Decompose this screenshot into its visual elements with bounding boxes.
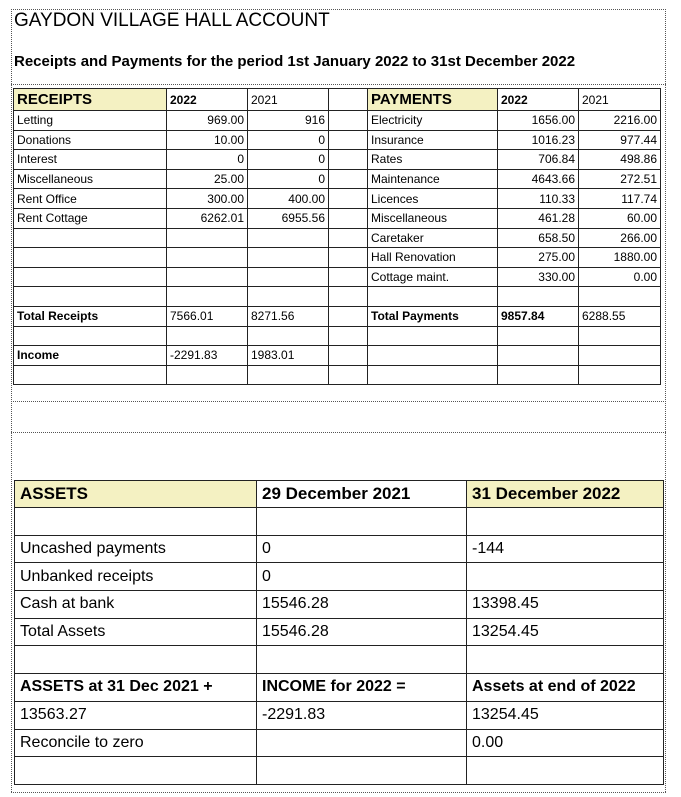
payment-2022: 658.50 bbox=[498, 228, 579, 248]
summary-header-income: INCOME for 2022 = bbox=[257, 674, 467, 702]
receipt-label: Rent Office bbox=[14, 189, 167, 209]
blank-row bbox=[14, 326, 661, 346]
page-border-mid2 bbox=[11, 432, 666, 433]
blank-cell bbox=[498, 346, 579, 366]
blank-cell bbox=[467, 757, 664, 785]
spacer-cell bbox=[329, 130, 368, 150]
table-row bbox=[14, 111, 661, 131]
rp-header-row bbox=[14, 89, 661, 111]
reconcile-value: 0.00 bbox=[467, 729, 664, 757]
payment-label: Cottage maint. bbox=[368, 267, 498, 287]
blank-cell bbox=[579, 287, 661, 307]
table-row bbox=[14, 208, 661, 228]
payment-label: Rates bbox=[368, 150, 498, 170]
asset-value-2022: 13254.45 bbox=[467, 618, 664, 646]
table-row bbox=[15, 535, 664, 563]
spacer-cell bbox=[329, 111, 368, 131]
payment-2022: 706.84 bbox=[498, 150, 579, 170]
payment-label: Insurance bbox=[368, 130, 498, 150]
payment-2021: 2216.00 bbox=[579, 111, 661, 131]
spacer-cell bbox=[329, 189, 368, 209]
payment-2022: 1656.00 bbox=[498, 111, 579, 131]
payment-2022: 330.00 bbox=[498, 267, 579, 287]
asset-value-2021: 0 bbox=[257, 535, 467, 563]
blank-cell bbox=[467, 508, 664, 536]
assets-date-2021: 29 December 2021 bbox=[257, 481, 467, 508]
summary-header-row bbox=[15, 674, 664, 702]
blank-cell bbox=[498, 287, 579, 307]
table-row bbox=[14, 267, 661, 287]
payment-2021: 272.51 bbox=[579, 169, 661, 189]
assets-table bbox=[14, 480, 664, 785]
receipt-2021 bbox=[248, 248, 329, 268]
blank-cell bbox=[14, 365, 167, 385]
blank-cell bbox=[15, 508, 257, 536]
total-payments-2021: 6288.55 bbox=[579, 306, 661, 326]
payment-label: Electricity bbox=[368, 111, 498, 131]
payment-2022: 110.33 bbox=[498, 189, 579, 209]
receipt-2022 bbox=[167, 248, 248, 268]
income-label: Income bbox=[14, 346, 167, 366]
payment-2021: 977.44 bbox=[579, 130, 661, 150]
receipt-2022: 25.00 bbox=[167, 169, 248, 189]
document-subtitle: Receipts and Payments for the period 1st January 2022 to 31st December 2022 bbox=[14, 53, 576, 70]
payment-label: Hall Renovation bbox=[368, 248, 498, 268]
assets-header: ASSETS bbox=[15, 481, 257, 508]
asset-label: Uncashed payments bbox=[15, 535, 257, 563]
table-row bbox=[14, 228, 661, 248]
blank-cell bbox=[329, 326, 368, 346]
payment-2021: 117.74 bbox=[579, 189, 661, 209]
blank-row bbox=[15, 757, 664, 785]
blank-cell bbox=[329, 365, 368, 385]
asset-value-2021: 15546.28 bbox=[257, 618, 467, 646]
blank-cell bbox=[368, 287, 498, 307]
blank-cell bbox=[248, 326, 329, 346]
table-row bbox=[14, 248, 661, 268]
receipt-label bbox=[14, 228, 167, 248]
payment-label: Miscellaneous bbox=[368, 208, 498, 228]
spacer-cell bbox=[329, 346, 368, 366]
page-border-bottom bbox=[11, 792, 666, 793]
asset-value-2021: 0 bbox=[257, 563, 467, 591]
blank-row bbox=[15, 646, 664, 674]
blank-cell bbox=[579, 326, 661, 346]
receipt-2022: 10.00 bbox=[167, 130, 248, 150]
receipts-year-current: 2022 bbox=[167, 89, 248, 111]
receipt-2021 bbox=[248, 267, 329, 287]
receipt-2021: 916 bbox=[248, 111, 329, 131]
receipt-label: Letting bbox=[14, 111, 167, 131]
assets-header-row bbox=[15, 481, 664, 508]
payment-2021: 60.00 bbox=[579, 208, 661, 228]
blank-cell bbox=[14, 326, 167, 346]
asset-value-2022 bbox=[467, 563, 664, 591]
blank-cell bbox=[248, 287, 329, 307]
asset-value-2021: 15546.28 bbox=[257, 591, 467, 619]
assets-date-2022: 31 December 2022 bbox=[467, 481, 664, 508]
summary-value-assets: 13563.27 bbox=[15, 701, 257, 729]
receipt-label: Interest bbox=[14, 150, 167, 170]
total-payments-2022: 9857.84 bbox=[498, 306, 579, 326]
summary-value-income: -2291.83 bbox=[257, 701, 467, 729]
payment-2022: 275.00 bbox=[498, 248, 579, 268]
summary-value-end: 13254.45 bbox=[467, 701, 664, 729]
summary-values-row bbox=[15, 701, 664, 729]
payment-2022: 1016.23 bbox=[498, 130, 579, 150]
table-row bbox=[15, 618, 664, 646]
asset-label: Unbanked receipts bbox=[15, 563, 257, 591]
blank-cell bbox=[257, 757, 467, 785]
table-row bbox=[15, 591, 664, 619]
total-receipts-2021: 8271.56 bbox=[248, 306, 329, 326]
receipts-year-prior: 2021 bbox=[248, 89, 329, 111]
receipt-2021: 0 bbox=[248, 150, 329, 170]
income-row bbox=[14, 346, 661, 366]
receipt-2021 bbox=[248, 228, 329, 248]
blank-cell bbox=[15, 646, 257, 674]
blank-cell bbox=[368, 346, 498, 366]
blank-cell bbox=[167, 287, 248, 307]
table-row bbox=[14, 169, 661, 189]
blank-cell bbox=[248, 365, 329, 385]
receipt-2022 bbox=[167, 267, 248, 287]
receipt-2021: 0 bbox=[248, 169, 329, 189]
blank-cell bbox=[167, 365, 248, 385]
receipt-2022: 0 bbox=[167, 150, 248, 170]
blank-cell bbox=[257, 508, 467, 536]
total-payments-label: Total Payments bbox=[368, 306, 498, 326]
asset-value-2022: -144 bbox=[467, 535, 664, 563]
income-2021: 1983.01 bbox=[248, 346, 329, 366]
payment-2021: 0.00 bbox=[579, 267, 661, 287]
asset-label: Cash at bank bbox=[15, 591, 257, 619]
page-border-left bbox=[11, 9, 12, 792]
receipts-payments-table bbox=[13, 88, 661, 385]
blank-cell bbox=[14, 287, 167, 307]
asset-label: Total Assets bbox=[15, 618, 257, 646]
receipt-2022 bbox=[167, 228, 248, 248]
reconcile-row bbox=[15, 729, 664, 757]
spacer-cell bbox=[329, 248, 368, 268]
blank-row bbox=[14, 365, 661, 385]
asset-value-2022: 13398.45 bbox=[467, 591, 664, 619]
table-row bbox=[14, 150, 661, 170]
receipts-header: RECEIPTS bbox=[14, 89, 167, 111]
receipt-2021: 6955.56 bbox=[248, 208, 329, 228]
receipt-2021: 0 bbox=[248, 130, 329, 150]
payment-label: Maintenance bbox=[368, 169, 498, 189]
receipt-2022: 300.00 bbox=[167, 189, 248, 209]
payment-2021: 266.00 bbox=[579, 228, 661, 248]
receipt-label: Donations bbox=[14, 130, 167, 150]
summary-header-end: Assets at end of 2022 bbox=[467, 674, 664, 702]
document-title: GAYDON VILLAGE HALL ACCOUNT bbox=[14, 10, 330, 31]
blank-cell bbox=[368, 326, 498, 346]
table-row bbox=[14, 189, 661, 209]
payment-2022: 461.28 bbox=[498, 208, 579, 228]
spacer-cell bbox=[329, 150, 368, 170]
page-border-title-line bbox=[11, 84, 666, 85]
blank-cell bbox=[498, 365, 579, 385]
blank-cell bbox=[368, 365, 498, 385]
blank-cell bbox=[167, 326, 248, 346]
payment-2022: 4643.66 bbox=[498, 169, 579, 189]
summary-header-assets: ASSETS at 31 Dec 2021 + bbox=[15, 674, 257, 702]
table-row bbox=[15, 563, 664, 591]
payment-label: Caretaker bbox=[368, 228, 498, 248]
receipt-2022: 969.00 bbox=[167, 111, 248, 131]
blank-cell bbox=[467, 646, 664, 674]
payments-year-current: 2022 bbox=[498, 89, 579, 111]
blank-cell bbox=[498, 326, 579, 346]
blank-cell bbox=[329, 287, 368, 307]
receipt-label bbox=[14, 267, 167, 287]
reconcile-label: Reconcile to zero bbox=[15, 729, 257, 757]
blank-cell bbox=[15, 757, 257, 785]
blank-row bbox=[15, 508, 664, 536]
spacer-cell bbox=[329, 89, 368, 111]
payment-2021: 1880.00 bbox=[579, 248, 661, 268]
totals-row bbox=[14, 306, 661, 326]
spacer-cell bbox=[329, 306, 368, 326]
receipt-2022: 6262.01 bbox=[167, 208, 248, 228]
total-receipts-2022: 7566.01 bbox=[167, 306, 248, 326]
receipt-2021: 400.00 bbox=[248, 189, 329, 209]
blank-cell bbox=[579, 346, 661, 366]
spacer-cell bbox=[329, 208, 368, 228]
payments-year-prior: 2021 bbox=[579, 89, 661, 111]
blank-cell bbox=[579, 365, 661, 385]
income-2022: -2291.83 bbox=[167, 346, 248, 366]
blank-cell bbox=[257, 646, 467, 674]
table-row bbox=[14, 130, 661, 150]
receipt-label: Rent Cottage bbox=[14, 208, 167, 228]
receipt-label: Miscellaneous bbox=[14, 169, 167, 189]
blank-cell bbox=[257, 729, 467, 757]
receipt-label bbox=[14, 248, 167, 268]
payments-header: PAYMENTS bbox=[368, 89, 498, 111]
spacer-cell bbox=[329, 228, 368, 248]
payment-label: Licences bbox=[368, 189, 498, 209]
spacer-cell bbox=[329, 267, 368, 287]
blank-row bbox=[14, 287, 661, 307]
page-border-mid1 bbox=[11, 401, 666, 402]
page-border-right bbox=[665, 9, 666, 792]
total-receipts-label: Total Receipts bbox=[14, 306, 167, 326]
payment-2021: 498.86 bbox=[579, 150, 661, 170]
spacer-cell bbox=[329, 169, 368, 189]
